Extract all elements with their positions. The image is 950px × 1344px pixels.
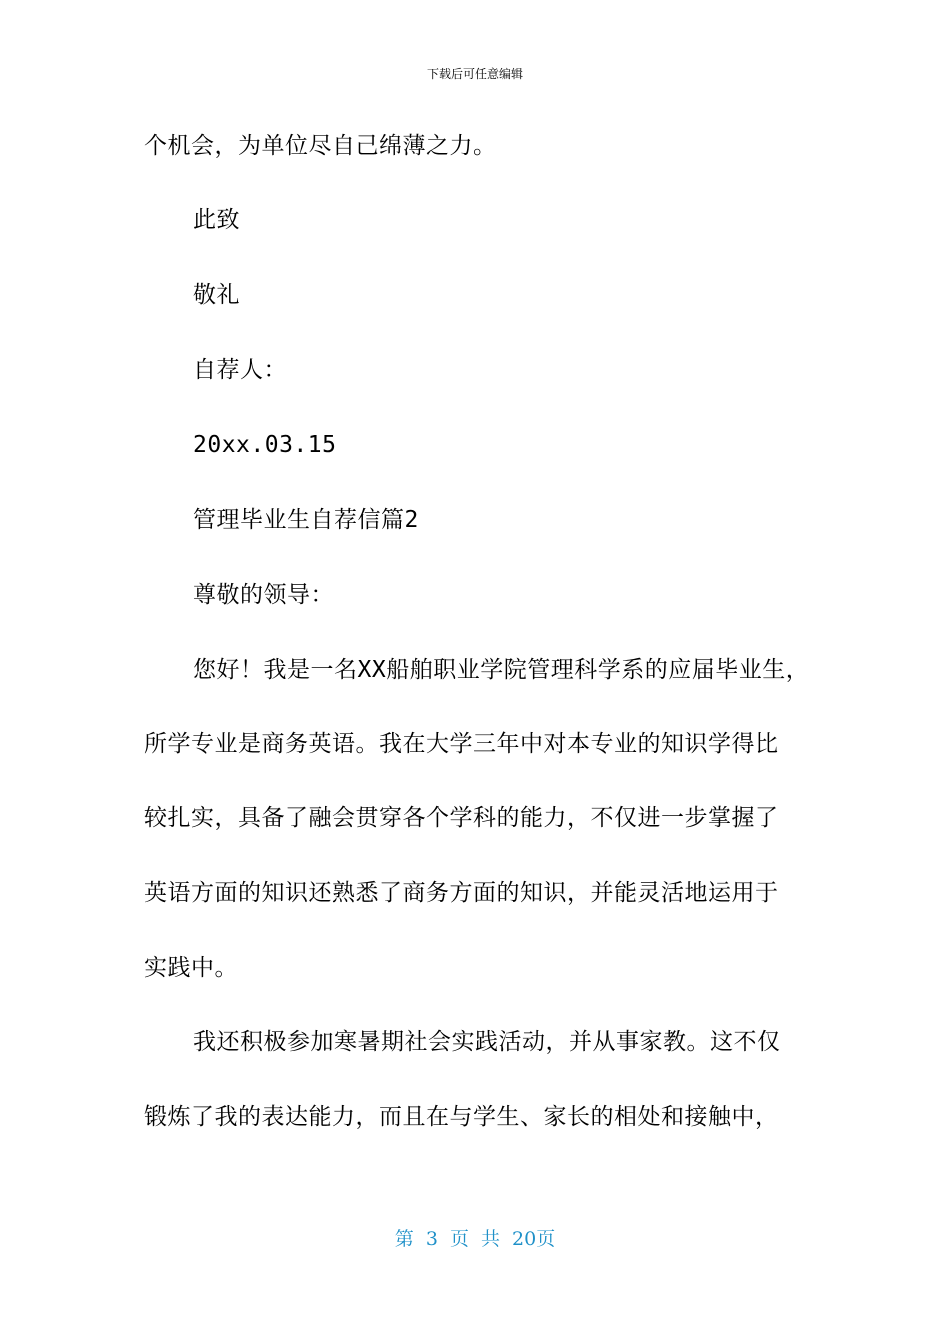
closing-salutation: 此致 <box>193 207 240 233</box>
paragraph-line: 我还积极参加寒暑期社会实践活动，并从事家教。这不仅 <box>193 1029 781 1055</box>
page-footer-pagination: 第 3 页 共 20页 <box>394 1228 556 1250</box>
section-title: 管理毕业生自荐信篇2 <box>193 507 419 533</box>
closing-regards: 敬礼 <box>193 282 240 308</box>
paragraph-line: 实践中。 <box>144 955 238 981</box>
paragraph-line: 英语方面的知识还熟悉了商务方面的知识，并能灵活地运用于 <box>144 880 779 906</box>
paragraph-line: 锻炼了我的表达能力，而且在与学生、家长的相处和接触中， <box>144 1104 779 1130</box>
letter-date: 20xx.03.15 <box>193 432 337 458</box>
paragraph-line: 较扎实，具备了融会贯穿各个学科的能力，不仅进一步掌握了 <box>144 805 779 831</box>
paragraph-line: 所学专业是商务英语。我在大学三年中对本专业的知识学得比 <box>144 731 779 757</box>
paragraph-line: 您好！我是一名XX船舶职业学院管理科学系的应届毕业生， <box>193 657 810 683</box>
signature-label: 自荐人： <box>193 357 287 383</box>
page-header-note: 下载后可任意编辑 <box>426 67 523 81</box>
letter-greeting: 尊敬的领导： <box>193 582 334 608</box>
paragraph-line: 个机会，为单位尽自己绵薄之力。 <box>144 133 497 159</box>
